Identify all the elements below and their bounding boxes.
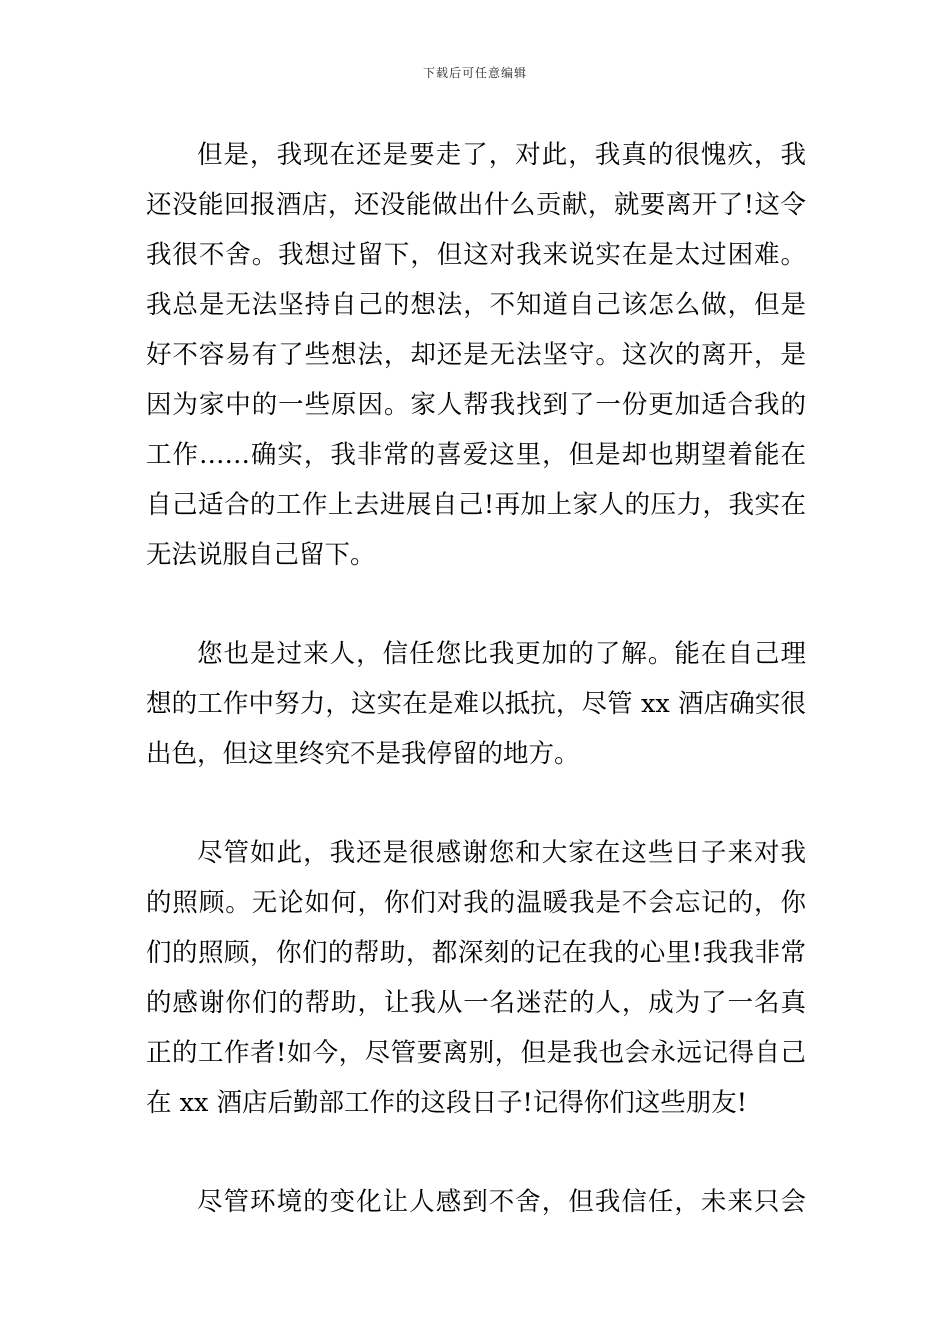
paragraph [146,130,806,580]
text-line: 的感谢你们的帮助，让我从一名迷茫的人，成为了一名真 [146,988,806,1018]
text-line: 无法说服自己留下。 [146,540,376,570]
document-body [146,130,806,1227]
text-line: 我很不舍。我想过留下，但这对我来说实在是太过困难。 [146,240,806,270]
text-line: 尽管如此，我还是很感谢您和大家在这些日子来对我 [197,838,806,868]
text-line: 还没能回报酒店，还没能做出什么贡献，就要离开了!这令 [146,190,806,220]
text-line: 自己适合的工作上去进展自己!再加上家人的压力，我实在 [146,490,806,520]
text-line: 的照顾。无论如何，你们对我的温暖我是不会忘记的，你 [146,888,806,918]
text-line: 因为家中的一些原因。家人帮我找到了一份更加适合我的 [146,390,806,420]
paragraph [146,828,806,1128]
text-line: 在 xx 酒店后勤部工作的这段日子!记得你们这些朋友! [146,1088,747,1118]
text-line: 们的照顾，你们的帮助，都深刻的记在我的心里!我我非常 [146,938,806,968]
text-line: 正的工作者!如今，尽管要离别，但是我也会永远记得自己 [146,1038,806,1068]
paragraph-spacer [146,779,806,828]
text-line: 想的工作中努力，这实在是难以抵抗，尽管 xx 酒店确实很 [146,689,806,719]
page-header-note: 下载后可任意编辑 [422,66,527,80]
text-line: 出色，但这里终究不是我停留的地方。 [146,739,580,769]
text-line: 尽管环境的变化让人感到不舍，但我信任，未来只会 [197,1187,806,1217]
text-line: 好不容易有了些想法，却还是无法坚守。这次的离开，是 [146,340,806,370]
text-line: 工作……确实，我非常的喜爱这里，但是却也期望着能在 [146,440,806,470]
paragraph-spacer [146,580,806,629]
paragraph [146,1177,806,1227]
text-line: 您也是过来人，信任您比我更加的了解。能在自己理 [197,639,806,669]
paragraph-spacer [146,1128,806,1177]
paragraph [146,629,806,779]
text-line: 我总是无法坚持自己的想法，不知道自己该怎么做，但是 [146,290,806,320]
text-line: 但是，我现在还是要走了，对此，我真的很愧疚，我 [197,140,806,170]
